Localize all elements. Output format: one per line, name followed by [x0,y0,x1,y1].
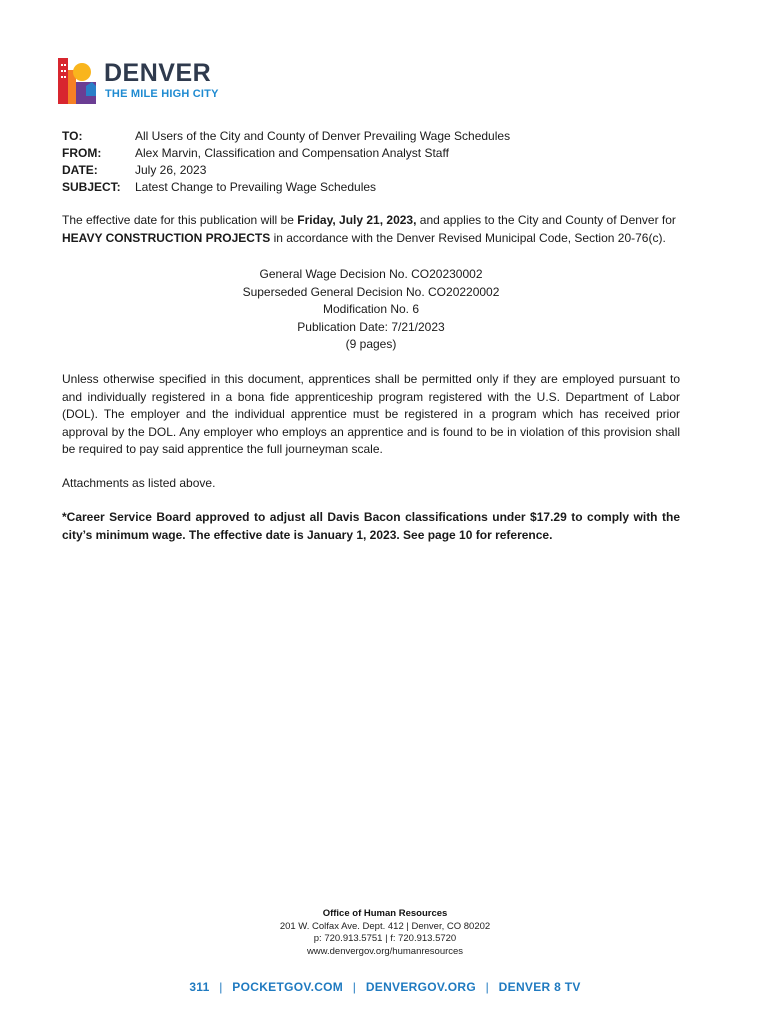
link-separator: | [485,980,490,994]
intro-project-type: HEAVY CONSTRUCTION PROJECTS [62,230,271,245]
career-service-note: *Career Service Board approved to adjust all Davis Bacon classifications under $17.29 to comply with the city’s minimum wage. The effective date is January 1, 2023. See page 10 for reference. [62,510,680,542]
attachments-note: Attachments as listed above. [62,476,216,490]
footer-address: 201 W. Colfax Ave. Dept. 412 | Denver, CO 80202 [279,920,491,932]
intro-effective-date: Friday, July 21, 2023, [297,213,417,227]
intro-text-2: and applies to the City and County of Denver for [416,213,676,227]
modification-number: Modification No. 6 [322,302,420,316]
link-separator: | [219,980,223,994]
footer-web[interactable]: www.denvergov.org/humanresources [306,945,464,957]
intro-text-3: in accordance with the Denver Revised Municipal Code, Section 20-76(c). [270,230,666,245]
memo-date-row [62,162,510,179]
wage-decision-block [62,266,680,354]
memo-date-label: DATE: [62,163,98,177]
link-311[interactable]: 311 [189,980,210,994]
page-count: (9 pages) [345,337,397,351]
memo-to-label: TO: [62,129,83,143]
logo-wordmark: DENVER [104,59,212,87]
link-pocketgov[interactable]: POCKETGOV.COM [232,980,344,994]
link-denvergov[interactable]: DENVERGOV.ORG [365,980,476,994]
link-separator: | [352,980,357,994]
intro-text-1: The effective date for this publication will be [62,213,298,227]
superseded-decision: Superseded General Decision No. CO20220002 [242,284,500,299]
denver-emblem-icon [58,56,98,106]
memo-subject-value: Latest Change to Prevailing Wage Schedules [135,180,377,194]
denver-logo [58,56,238,106]
footer-links [0,980,770,994]
footer-phone: p: 720.913.5751 | f: 720.913.5720 [313,933,457,944]
footer-office: Office of Human Resources [322,908,448,919]
link-denver8tv[interactable]: DENVER 8 TV [498,980,581,994]
logo-tagline: THE MILE HIGH CITY [105,88,219,100]
memo-to-value: All Users of the City and County of Denver Prevailing Wage Schedules [135,129,511,143]
memo-from-value: Alex Marvin, Classification and Compensation Analyst Staff [135,146,449,160]
memo-subject-row [62,179,510,196]
memo-date-value: July 26, 2023 [135,163,207,177]
memo-subject-label: SUBJECT: [62,180,121,194]
memo-from-label: FROM: [62,146,102,160]
publication-date: Publication Date: 7/21/2023 [297,319,445,334]
memo-from-row [62,145,510,162]
footer [0,908,770,958]
memo-header [62,128,510,196]
memo-to-row [62,128,510,145]
decision-number: General Wage Decision No. CO20230002 [259,267,483,281]
intro-paragraph [62,212,680,247]
apprentice-paragraph: Unless otherwise specified in this document, apprentices shall be permitted only if they are employed pursuant to and individually registered in a bona fide apprenticeship program registered with the U.S. Department of Labor (DOL). The employer and the individual apprentice must be registered in a program which has received prior approval by the DOL. Any employer who employs an apprentice and is found to be in violation of this provision shall be required to pay said apprentice the full journeyman scale. [62,372,680,456]
